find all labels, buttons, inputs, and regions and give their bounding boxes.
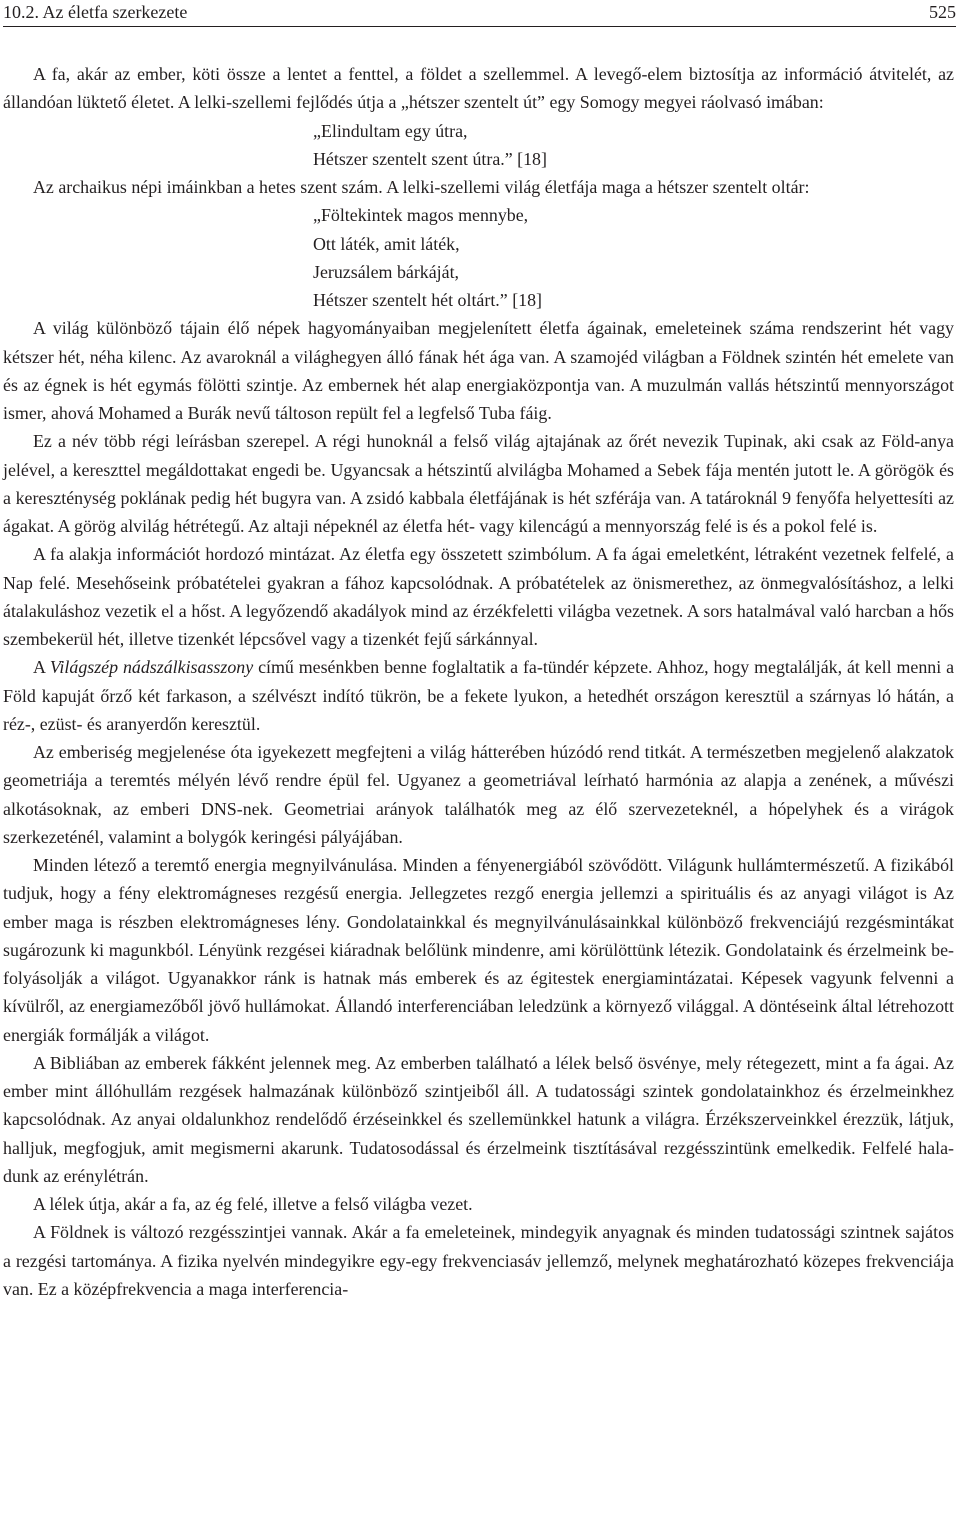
paragraph: A fa alakja információt hordozó mintázat. Az életfa egy összetett szimbólum. A fa ágai emeletként, létraként vezetnek felfelé, a Nap felé. Mesehőseink próbatételei gyakran a fához kapcsolódnak. A próbatételek az önismerethez, az önmegvalósításhoz, a lelki átalakuláshoz vezetik el a hőst. A legyőzendő akadályok mind az érzékfeletti világba vezetnek. A sors hatalmával való harcban a hős szembekerül hét, illetve tizenkét lépcsővel vagy a tizenkét fejű sárkánnyal. (3, 544, 954, 649)
paragraph: A lélek útja, akár a fa, az ég felé, illetve a felső világba vezet. (33, 1194, 473, 1214)
verse-line: Jeruzsálem bárkáját, (313, 261, 460, 282)
paragraph: A világ különböző tájain élő népek hagyományaiban megjelenített életfa ágainak, emeleteinek száma rendszerint hét vagy kétszer hét, néha kilenc. Az avaroknál a világhegyen álló fának hét ága van. A szamojéd világban a Földnek szintén hét emelete van és az égnek is hét egymás fölötti szintje. Az embernek hét alap energiaközpontja van. A muzulmán vallás hétszintű mennyországot ismer, ahová Mohamed a Burák nevű táltoson repült fel a legfelső Tuba fáig. (3, 318, 954, 423)
paragraph-text: című mesénkben benne foglaltatik a fa-tündér képzete. Ahhoz, hogy megtalálják, át kell menni a Föld kapuját őrző két farkason, a szélvészt indító tükrön, be a fekete lyukon, a hetedhét országon keresztül a szárnyas ló hátán, a réz-, ezüst- és aranyerdőn keresztül. (3, 657, 955, 734)
verse-line: Ott láték, amit láték, (313, 233, 460, 254)
running-header (3, 0, 956, 27)
body-text (3, 60, 954, 1303)
paragraph: Ez a név több régi leírásban szerepel. A régi hunoknál a felső világ ajtajának az őrét nevezik Tupinak, aki csak az Föld-anya jelével, a kereszttel megáldottakat engedi be. Ugyancsak a hétszintű alvilágba Mohamed a Sebek fája mentén jutott le. A görögök és a kereszténység poklának pedig hét bugyra van. A zsidó kabbala életfájának is hét szférája van. A tatároknál 9 fenyőfa helyettesíti az ágakat. A görög alvilág hétrétegű. Az altaji népeknél az életfa hét- vagy kilencágú a mennyország felé is és a pokol felé is. (3, 431, 954, 536)
paragraph: Az archaikus népi imáinkban a hetes szent szám. A lelki-szellemi világ életfája maga a hétszer szentelt oltár: (33, 177, 810, 197)
paragraph: A Földnek is változó rezgésszintjei vannak. Akár a fa emeleteinek, mindegyik anyagnak és minden tudatossági szintnek sajátos a rezgési tartománya. A fizika nyelvén mindegyikre egy-egy frekvenciasáv jellemző, melynek meghatározható közepes frekvenciája van. Ez a középfrekvencia a maga interferencia- (3, 1222, 954, 1299)
verse-line: Hétszer szentelt hét oltárt.” [18] (313, 290, 542, 310)
paragraph: A Bibliában az emberek fákként jelennek meg. Az emberben található a lélek belső ösvénye, mely rétegezett, mint a fa ágai. Az ember mint állóhullám rezgések halmazának különböző szintjeiből áll. A tudatossági szintek gondolatainkhoz és érzelmeinkhez kapcsolódnak. Az anyai oldalunkhoz rendelődő érzéseinkkel és szellemünkkel hatunk a világra. Érzékszerveinkkel érezzük, látjuk, halljuk, megfogjuk, amit megismerni akarunk. Tudatosodással és érzelmeink tisztításával rezgésszintünk emelkedik. Felfelé haladunk az erénylétrán. (3, 1052, 954, 1186)
tale-title: Világszép nádszálkisasszony (49, 657, 254, 678)
section-title: 10.2. Az életfa szerkezete (3, 2, 188, 22)
page-number: 525 (929, 2, 956, 22)
paragraph: Az emberiség megjelenése óta igyekezett megfejteni a világ hátterében húzódó rend titkát. A természetben megjelenő alakzatok geometriája a teremtés mélyén lévő rendre épül fel. Ugyanez a geometriával leírható harmónia az alapja a zenének, a művészi alkotásoknak, az emberi DNS-nek. Geometriai arányok találhatók meg az élő szervezeteknél, a hópelyhek és a virágok szerkezeténél, valamint a bolygók keringési pályájában. (3, 742, 954, 847)
verse-line: Hétszer szentelt szent útra.” [18] (313, 148, 547, 169)
paragraph-text: A (33, 657, 50, 678)
verse-line: „Elindultam egy útra, (313, 120, 468, 141)
verse-line: „Föltekintek magos mennybe, (313, 205, 529, 226)
paragraph: Minden létező a teremtő energia megnyilvánulása. Minden a fényenergiából szövődött. Világunk hullámtermészetű. A fizikából tudjuk, hogy a fény elektromágneses rezgésű energia. Jellegzetes rezgő energia jellemzi a spirituális és az anyagi világot is Az ember maga is részben elektromágneses lény. Gondolatainkkal és megnyilvánulásainkkal különböző frekvenciájú rezgésmintákat sugározunk ki magunkból. Lényünk rezgései kiáradnak belőlünk mindenre, ami körülöttünk létezik. Gondolataink és érzelmeink befolyásolják a világot. Ugyanakkor ránk is hatnak más emberek és az égitestek energiamintázatai. Képesek vagyunk felvenni a kívülről, az energiamezőből jövő hullámokat. Állandó interferenciában leledzünk a környező világgal. A döntéseink által létrehozott energiák formálják a világot. (3, 855, 954, 1045)
paragraph (3, 653, 954, 738)
paragraph: A fa, akár az ember, köti össze a lentet a fenttel, a földet a szellemmel. A levegő-elem biztosítja az információ átvitelét, az állandóan lüktető életet. A lelki-szellemi fejlődés útja a „hétszer szentelt út” egy Somogy megyei ráolvasó imában: (3, 64, 954, 113)
